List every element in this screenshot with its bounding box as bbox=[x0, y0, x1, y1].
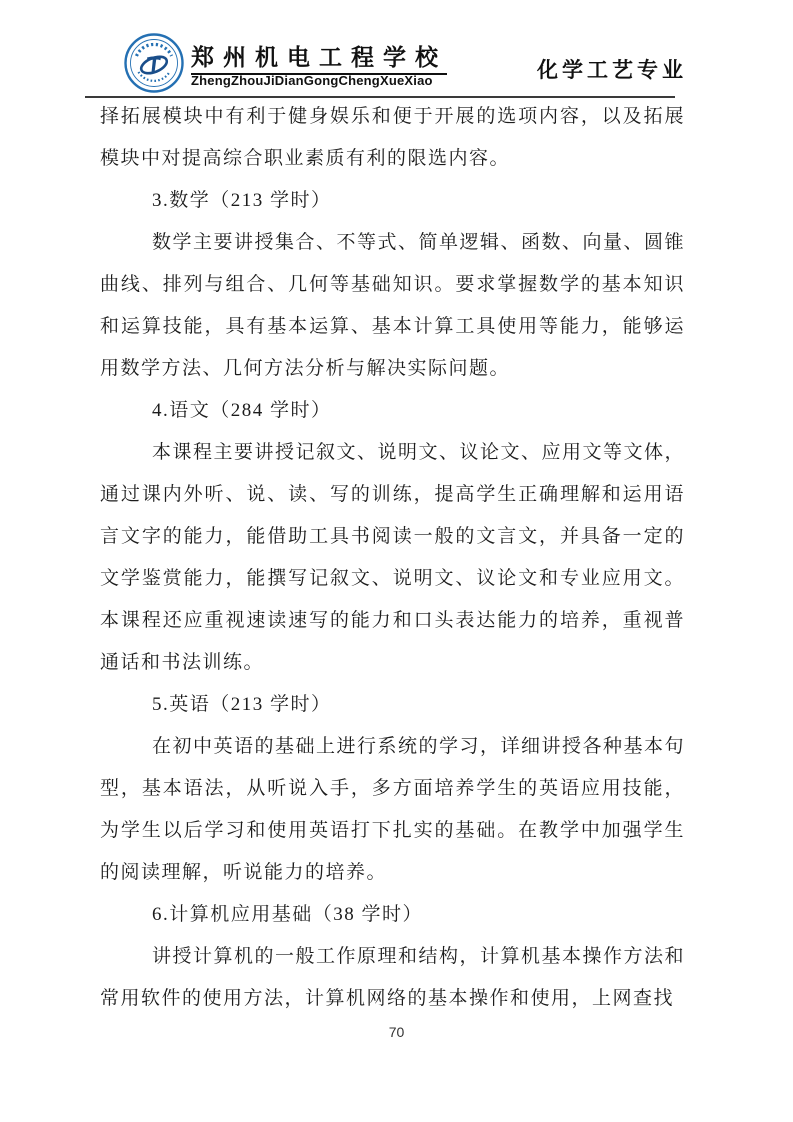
paragraph: 讲授计算机的一般工作原理和结构，计算机基本操作方法和常用软件的使用方法，计算机网络的基本操作和使用，上网查找 bbox=[100, 946, 686, 1009]
document-body bbox=[100, 96, 685, 1020]
school-badge-icon bbox=[123, 32, 185, 94]
school-name-pinyin: ZhengZhouJiDianGongChengXueXiao bbox=[191, 72, 433, 88]
course-heading: 6.计算机应用基础（38 学时） bbox=[152, 904, 424, 925]
paragraph: 本课程主要讲授记叙文、说明文、议论文、应用文等文体，通过课内外听、说、读、写的训练，提高学生正确理解和运用语言文字的能力，能借助工具书阅读一般的文言文，并具备一定的文学鉴赏能力，能撰写记叙文、说明文、议论文和专业应用文。本课程还应重视速读速写的能力和口头表达能力的培养，重视普通话和书法训练。 bbox=[100, 442, 686, 673]
paragraph: 在初中英语的基础上进行系统的学习，详细讲授各种基本句型，基本语法，从听说入手，多方面培养学生的英语应用技能，为学生以后学习和使用英语打下扎实的基础。在教学中加强学生的阅读理解，听说能力的培养。 bbox=[100, 736, 686, 883]
course-heading: 5.英语（213 学时） bbox=[152, 694, 332, 715]
school-name-block bbox=[191, 39, 447, 88]
course-heading: 3.数学（213 学时） bbox=[152, 190, 332, 211]
school-name: 郑州机电工程学校 bbox=[191, 45, 447, 75]
course-heading: 4.语文（284 学时） bbox=[152, 400, 332, 421]
paragraph: 数学主要讲授集合、不等式、简单逻辑、函数、向量、圆锥曲线、排列与组合、几何等基础知识。要求掌握数学的基本知识和运算技能，具有基本运算、基本计算工具使用等能力，能够运用数学方法、几何方法分析与解决实际问题。 bbox=[100, 232, 686, 379]
page-number: 70 bbox=[388, 1024, 405, 1040]
school-logo-lockup bbox=[123, 32, 447, 94]
major-label: 化学工艺专业 bbox=[537, 58, 687, 82]
page-header bbox=[85, 30, 707, 96]
paragraph: 择拓展模块中有利于健身娱乐和便于开展的选项内容，以及拓展模块中对提高综合职业素质有利的限选内容。 bbox=[100, 106, 685, 169]
